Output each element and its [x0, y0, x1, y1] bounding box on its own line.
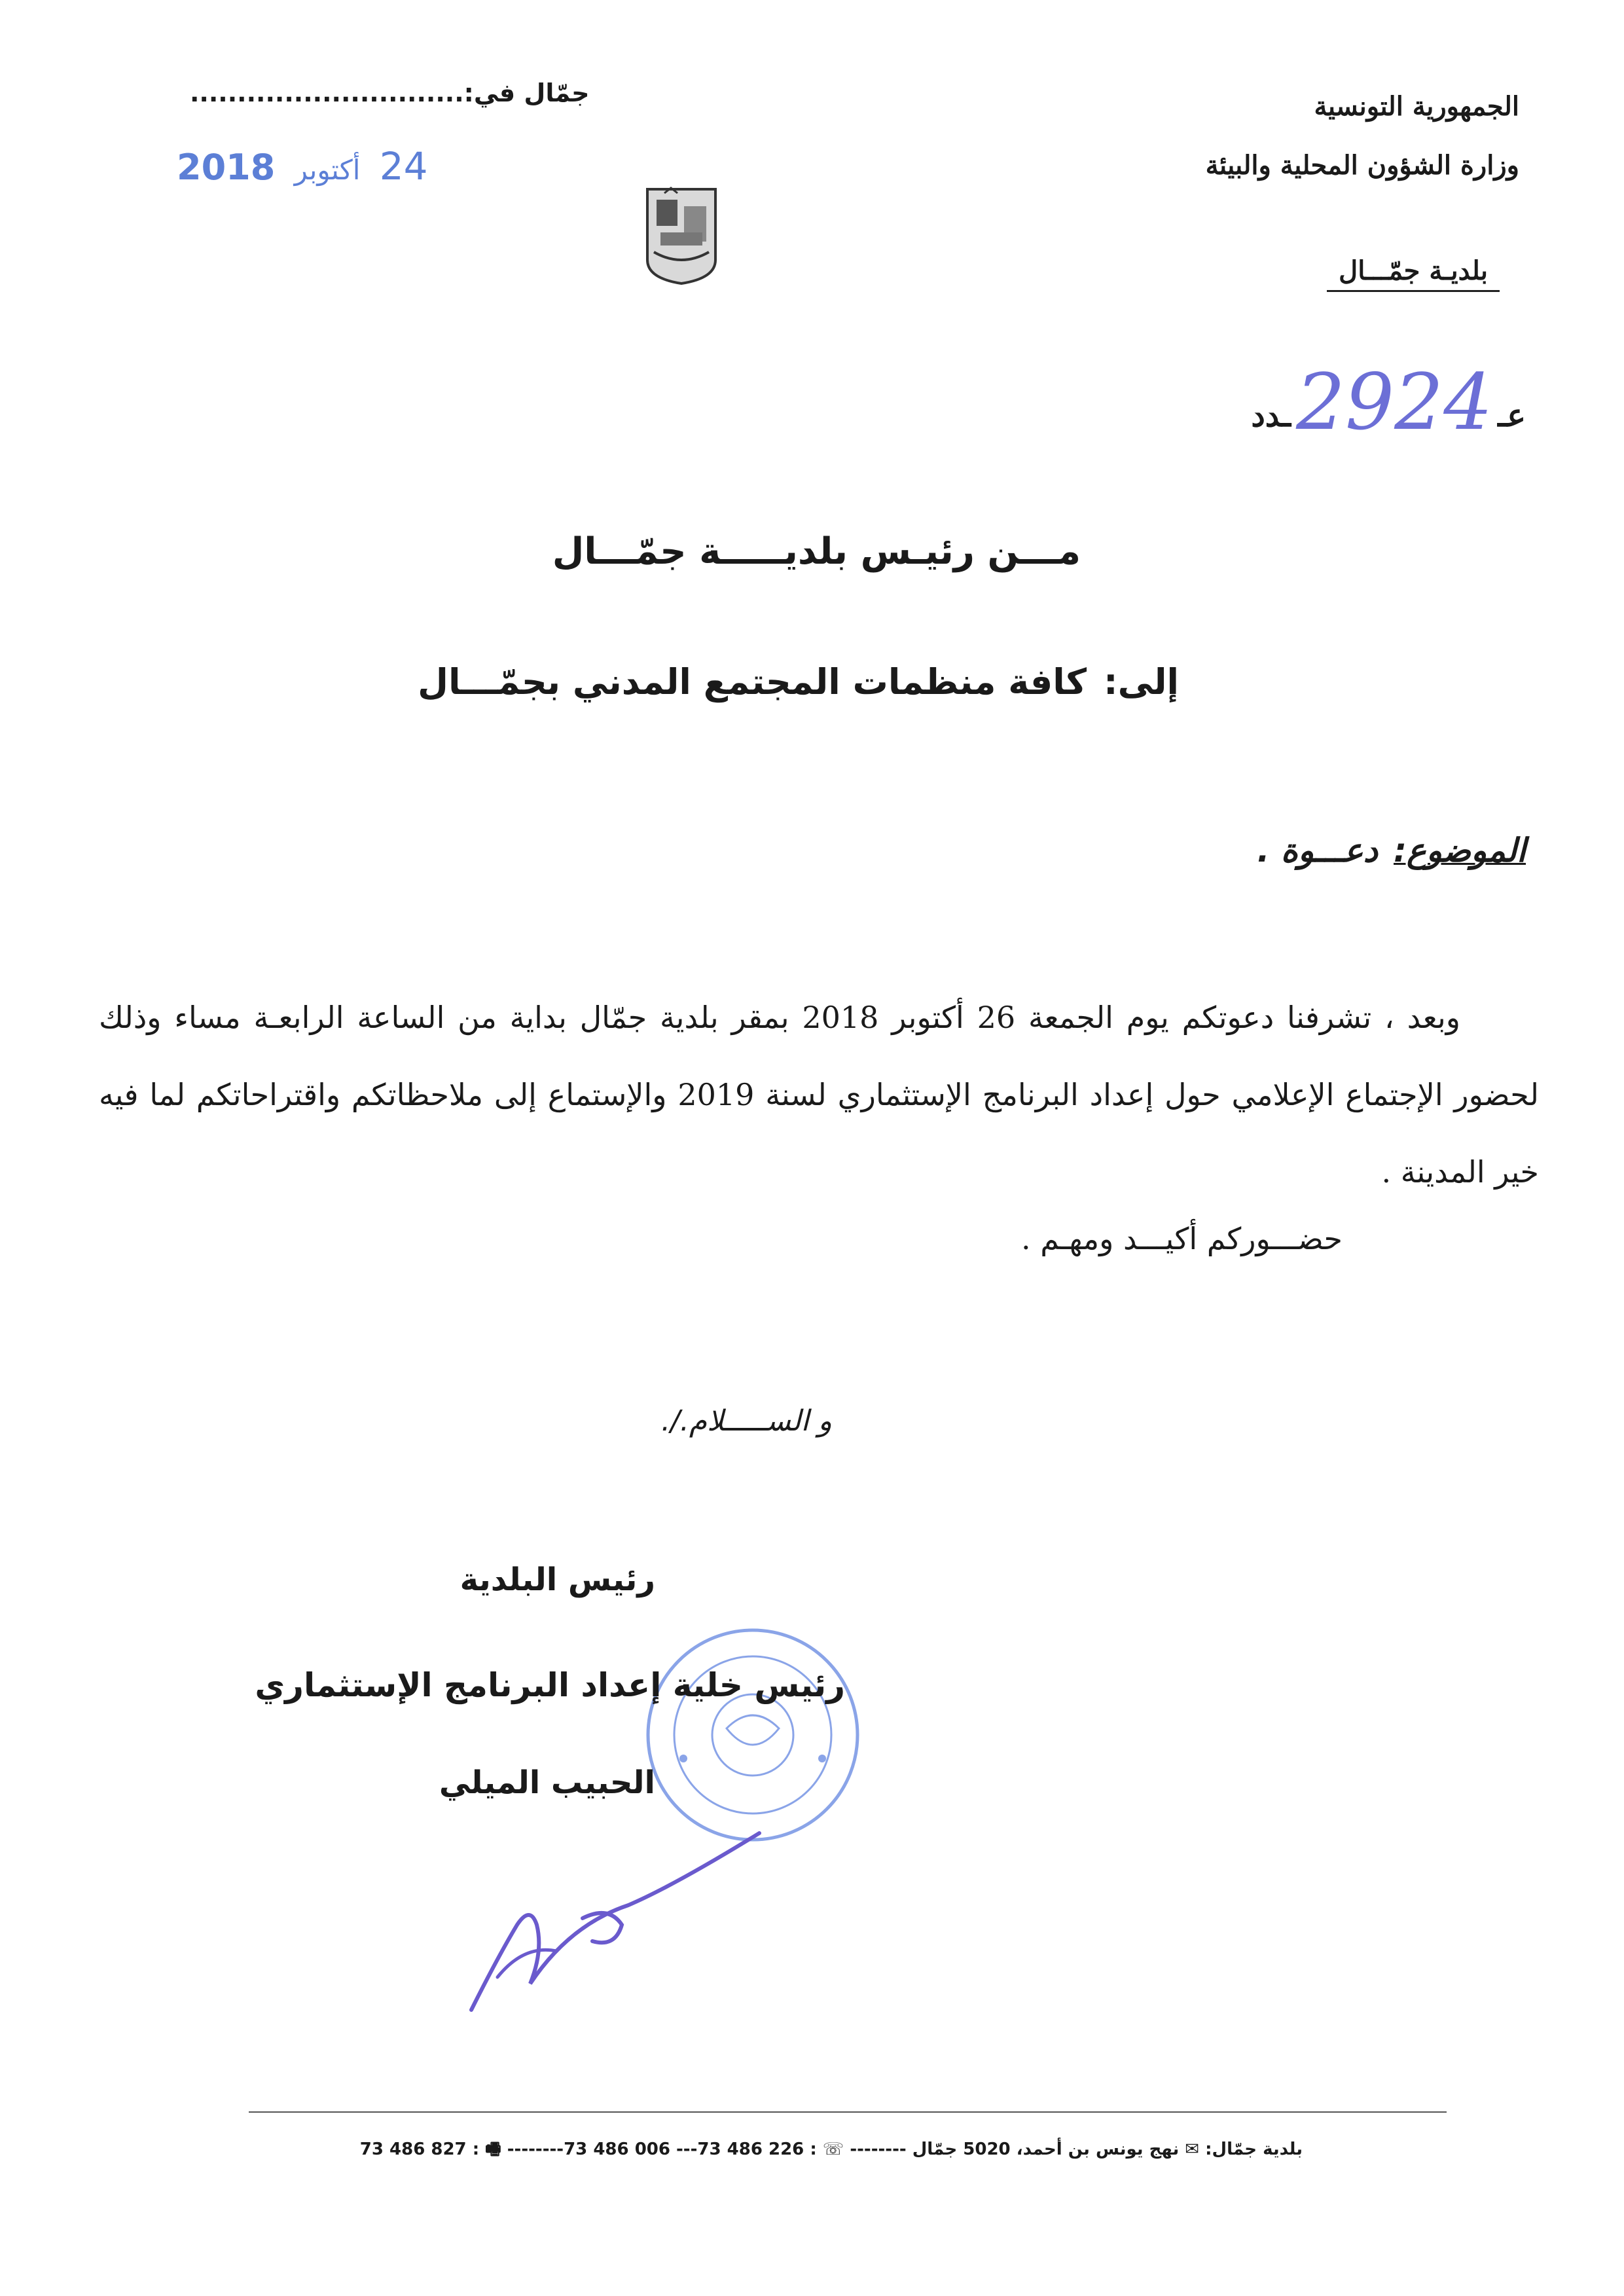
municipality-emblem-icon [645, 187, 718, 285]
footer-divider [249, 2111, 1447, 2113]
footer-text: بلدية جمّال: ✉ نهج يونس بن أحمد، 5020 جمّال -------- ☏ : 226 486 73--- 006 486 73-------- 🖷 : 827 486 73 [359, 2140, 1303, 2159]
body-paragraph: وبعد ، تشرفنا دعوتكم يوم الجمعة 26 أكتوبر 2018 بمقر بلدية جمّال بداية من الساعة الرابعـة مساء وذلك لحضور الإجتماع الإعلامي حول إعداد البرنامج الإستثماري لسنة 2019 والإستماع إلى ملاحظاتكم واقتراحاتكم لما فيه خير المدينة . [99, 1000, 1540, 1190]
date-stamp-day: 24 [379, 144, 428, 189]
signatory-name: الحبيب الميلي [439, 1764, 655, 1801]
recipient-line [418, 661, 1179, 702]
reference-number-handwritten: 2924 [1295, 357, 1493, 447]
recipient-value: كافة منظمات المجتمع المدني بجمّـــال [418, 661, 1087, 702]
ministry-name: وزارة الشؤون المحلية والبيئة [1205, 150, 1519, 181]
date-stamp [177, 144, 428, 189]
reference-label-end: ـدد [1251, 397, 1291, 434]
subject-label: الموضوع: [1394, 831, 1526, 869]
letter-body [99, 979, 1539, 1211]
place-date: جمّال في:............................. [190, 79, 590, 107]
date-stamp-month: أكتوبر [294, 154, 361, 186]
presence-note: حضـــوركم أكيـــد ومهـم . [1020, 1221, 1343, 1256]
handwritten-signature-icon [458, 1827, 766, 2016]
recipient-label: إلى: [1103, 661, 1179, 702]
republic-name: الجمهورية التونسية [1314, 91, 1519, 122]
signatory-title-mayor: رئيس البلدية [460, 1561, 655, 1598]
reference-label-start: عـ [1498, 397, 1526, 434]
date-stamp-year: 2018 [177, 147, 276, 188]
signatory-title-cell: رئيس خلية إعداد البرنامج الإستثماري [255, 1666, 845, 1704]
sender-line: مـــن رئيـس بلديـــــة جمّـــال [552, 530, 1081, 573]
official-seal-icon [641, 1624, 864, 1846]
closing-greeting: و الســـــلام./. [661, 1404, 832, 1438]
subject-value: دعـــوة . [1257, 831, 1379, 869]
reference-number [1251, 357, 1526, 447]
letterhead [1206, 77, 1519, 195]
municipality-name: بلديـة جمّـــال [1327, 255, 1500, 292]
footer-contact [359, 2137, 1303, 2166]
subject-line [1257, 831, 1526, 869]
